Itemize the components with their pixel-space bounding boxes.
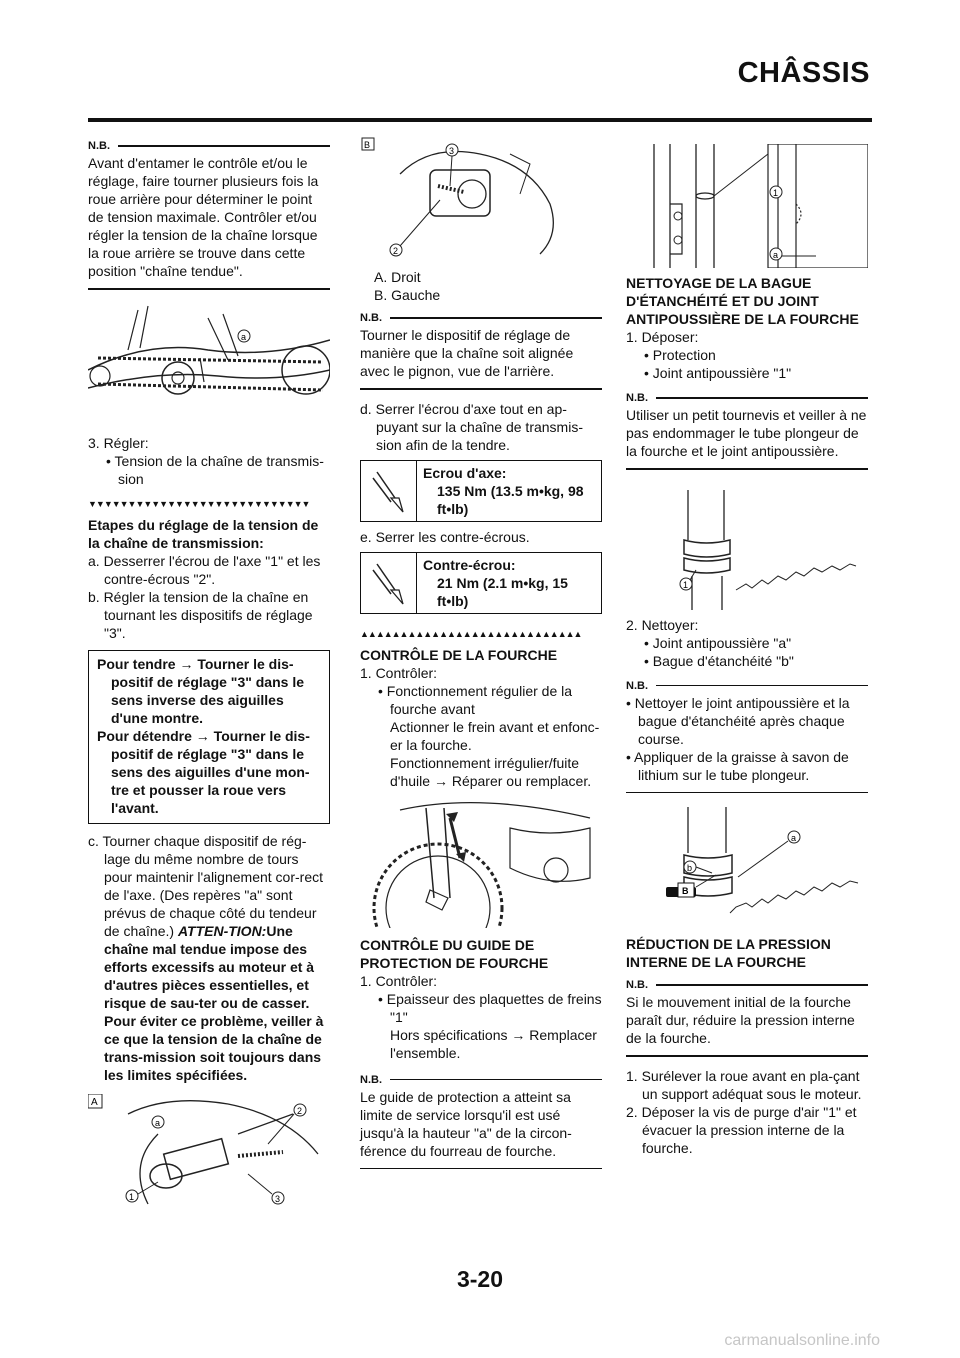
step-d: d. Serrer l'écrou d'axe tout en ap-puyant sur la chaîne de transmis-sion afin de la tendre. xyxy=(360,400,583,453)
note-label: N.B. xyxy=(626,679,648,692)
guard-bullet: • Epaisseur des plaquettes de freins "1" xyxy=(378,990,602,1025)
step-3-bullet: • Tension de la chaîne de transmis-sion xyxy=(106,452,324,487)
note-label: N.B. xyxy=(360,312,382,324)
note-text: Si le mouvement initial de la fourche paraît dur, réduire la pression interne de la fourche. xyxy=(626,994,855,1046)
figure-label-2: 2 xyxy=(297,1105,303,1116)
note-bullet-1: • Nettoyer le joint antipoussière et la bague d'étanchéité après chaque course. xyxy=(626,694,850,747)
note-label: N.B. xyxy=(88,140,110,152)
section-title-pressure: RÉDUCTION DE LA PRESSION INTERNE DE LA FOURCHE xyxy=(626,936,831,970)
header-rule xyxy=(88,118,872,122)
lubricant-label-B: B xyxy=(682,886,689,896)
fork-line-3: Fonctionnement irrégulier/fuite d'huile → Réparer ou remplacer. xyxy=(390,754,592,789)
clean-bullet-4: • Bague d'étanchéité "b" xyxy=(644,652,794,669)
figure-oil-seal xyxy=(626,803,868,927)
column-right xyxy=(626,134,868,1157)
spec-value: 135 Nm (13.5 m•kg, 98 ft•lb) xyxy=(437,482,584,517)
figure-chain-tension xyxy=(88,300,330,428)
clean-bullet-1: • Protection xyxy=(644,347,716,363)
section-title-seal-cleaning: NETTOYAGE DE LA BAGUE D'ÉTANCHÉITÉ ET DU JOINT ANTIPOUSSIÈRE DE LA FOURCHE xyxy=(626,275,859,327)
figure-fork-guard xyxy=(626,144,868,268)
wrench-icon xyxy=(361,553,417,613)
note-block xyxy=(360,312,602,390)
spec-title: Contre-écrou: xyxy=(423,556,516,573)
figure-label-a: a xyxy=(773,250,779,260)
pressure-step-2: 2. Déposer la vis de purge d'air "1" et évacuer la pression interne de la fourche. xyxy=(626,1103,857,1156)
step-a: a. Desserrer l'écrou de l'axe "1" et les contre-écrous "2". xyxy=(88,552,321,587)
spec-value: 21 Nm (2.1 m•kg, 15 ft•lb) xyxy=(437,574,568,609)
fork-bullet: • Fonctionnement régulier de la fourche avant xyxy=(378,682,573,717)
column-middle xyxy=(360,134,602,1179)
column-left xyxy=(88,134,330,1218)
note-text: Utiliser un petit tournevis et veiller à ne pas endommager le tube plongeur de la fourche et le joint antipoussière. xyxy=(626,407,867,459)
figure-label-a: a xyxy=(791,833,797,843)
figure-label-1: 1 xyxy=(773,188,779,198)
arrow-right-icon: → xyxy=(195,727,210,744)
page-number: 3-20 xyxy=(456,1266,504,1292)
figure-label-a: a xyxy=(155,1117,161,1128)
section-title-fork-guard: CONTRÔLE DU GUIDE DE PROTECTION DE FOURCHE xyxy=(360,936,549,971)
clean-bullet-2: • Joint antipoussière "1" xyxy=(644,365,792,381)
note-text: Tourner le dispositif de réglage de manière que la chaîne soit alignée avec le pignon, vue de l'arrière. xyxy=(360,327,574,379)
figure-letter-B: B xyxy=(364,140,371,150)
arrow-right-icon: → xyxy=(433,772,448,789)
step-3: 3. Régler: xyxy=(88,434,149,451)
note-label: N.B. xyxy=(360,1073,382,1086)
clean-bullet-3: • Joint antipoussière "a" xyxy=(644,634,792,651)
step-e: e. Serrer les contre-écrous. xyxy=(360,528,530,545)
note-block xyxy=(626,392,868,470)
figure-label-3: 3 xyxy=(449,146,455,156)
wrench-icon xyxy=(361,461,417,521)
note-block xyxy=(360,1074,602,1170)
note-text: Avant d'entamer le contrôle et/ou le réglage, faire tourner plusieurs fois la roue arrière pour déterminer le point de tension maximale. Contrôler et/ou régler la tension de la chaîne lorsque la roue arrière se trouve dans cette position "chaîne tendue". xyxy=(88,155,319,279)
legend-b: B. Gauche xyxy=(374,287,441,303)
page-header-title: CHÂSSIS xyxy=(737,57,870,89)
arrow-right-icon: → xyxy=(179,655,194,672)
step-c: c. Tourner chaque dispositif de rég-lage du même nombre de tours pour maintenir l'alignement cor-rect de l'axe. (Des repères "a" sont prévus de chaque côté du tendeur de chaîne.) ATTEN-TION:Une chaîne mal tendue impose des efforts excessifs au moteur et à d'autres pièces essentielles, et risque de sau-ter ou de casser. Pour éviter ce problème, veiller à ce que la tension de la chaîne de trans-mission soit toujours dans les limites spécifiées. xyxy=(88,832,324,1083)
step-b: b. Régler la tension de la chaîne en tournant les dispositifs de réglage "3". xyxy=(88,588,313,641)
figure-letter-A: A xyxy=(91,1096,98,1108)
figure-label-1: 1 xyxy=(683,579,689,590)
note-label: N.B. xyxy=(626,979,648,991)
figure-label-a: a xyxy=(241,331,247,342)
spec-title: Ecrou d'axe: xyxy=(423,464,507,481)
figure-dust-seal xyxy=(626,480,868,610)
torque-spec-locknut xyxy=(360,552,602,614)
note-block xyxy=(626,979,868,1057)
note-block xyxy=(626,680,868,794)
legend-a: A. Droit xyxy=(374,269,421,285)
guard-line-2: Hors spécifications → Remplacer l'ensemble. xyxy=(390,1026,597,1061)
fork-line-2: Actionner le frein avant et enfonc-er la fourche. xyxy=(390,718,600,753)
steps-end-marker: ▲▲▲▲▲▲▲▲▲▲▲▲▲▲▲▲▲▲▲▲▲▲▲▲▲▲▲▲ xyxy=(360,628,582,639)
adjustment-box: Pour tendre → Tourner le dis-positif de réglage "3" dans le sens inverse des aiguilles d'une montre. Pour détendre → Tourner le dis-positif de réglage "3" dans le sens des aiguilles d'une mon-tre et pousser la roue vers l'avant. xyxy=(88,650,330,824)
pressure-step-1: 1. Surélever la roue avant en pla-çant un support adéquat sous le moteur. xyxy=(626,1067,862,1102)
steps-start-marker: ▼▼▼▼▼▼▼▼▼▼▼▼▼▼▼▼▼▼▼▼▼▼▼▼▼▼▼▼ xyxy=(88,498,310,509)
watermark: carmanualsonline.info xyxy=(724,1332,880,1349)
figure-right-adjuster xyxy=(88,1094,330,1212)
arrow-right-icon: → xyxy=(511,1026,526,1043)
figure-label-3: 3 xyxy=(275,1193,281,1204)
clean-step-2: 2. Nettoyer: xyxy=(626,616,699,633)
note-bullet-2: • Appliquer de la graisse à savon de lithium sur le tube plongeur. xyxy=(626,748,849,783)
clean-step-1: 1. Déposer: xyxy=(626,329,699,345)
steps-title: Etapes du réglage de la tension de la chaîne de transmission: xyxy=(88,516,319,551)
torque-spec-axle-nut xyxy=(360,460,602,522)
figure-label-b: b xyxy=(687,863,693,873)
figure-fork-check xyxy=(360,798,602,928)
guard-step-1: 1. Contrôler: xyxy=(360,972,438,989)
note-block xyxy=(88,140,330,290)
note-label: N.B. xyxy=(626,392,648,404)
attention-text: Une chaîne mal tendue impose des efforts excessifs au moteur et à d'autres pièces essentielles, et risque de sau-ter ou de casser. Pour éviter ce problème, veiller à ce que la tension de la chaîne de trans-mission soit toujours dans les limites spécifiées. xyxy=(104,922,324,1083)
attention-label: ATTEN-TION: xyxy=(177,922,267,939)
figure-label-1: 1 xyxy=(129,1191,135,1202)
figure-left-adjuster xyxy=(360,134,602,262)
section-title-fork-check: CONTRÔLE DE LA FOURCHE xyxy=(360,646,558,663)
note-text: Le guide de protection a atteint sa limite de service lorsqu'il est usé jusqu'à la hauteur "a" de la circon-férence du fourreau de fourche. xyxy=(360,1088,572,1159)
fork-step-1: 1. Contrôler: xyxy=(360,664,438,681)
figure-label-2: 2 xyxy=(393,246,399,256)
